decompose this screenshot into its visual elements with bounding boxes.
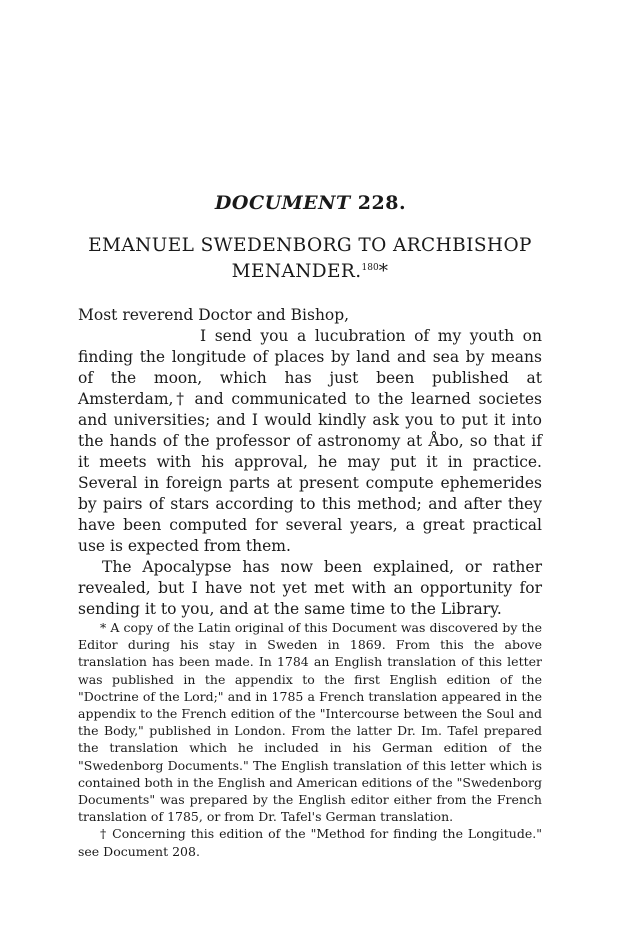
letter-title [60,234,560,283]
document-number: 228. [357,192,407,214]
title-line-2 [60,257,560,283]
title-marker: * [378,261,389,282]
footnotes [78,619,542,860]
title-note-ref: 180 [361,263,379,273]
document-label: DOCUMENT [214,192,351,214]
salutation: Most reverend Doctor and Bishop, [78,306,350,324]
document-heading [0,192,621,214]
letter-paragraph-1: I send you a lucubration of my youth on finding the longitude of places by land and sea by means of the moon, which has just been published at Amsterdam,† and communicated to the learned societes and universities; and I would kindly ask you to put it into the hands of the professor of astronomy at Åbo, so that if it meets with his approval, he may put it in practice. Several in foreign parts at present compute ephemerides by pairs of stars according to this method; and after they have been computed for several years, a great practical use is expected from them. [78,327,542,555]
title-line-1: EMANUEL SWEDENBORG TO ARCHBISHOP [88,235,532,256]
title-recipient: MENANDER. [231,261,362,282]
footnote-dagger: † Concerning this edition of the "Method for finding the Longitude." see Document 208. [78,826,542,859]
letter-paragraph-2: The Apocalypse has now been explained, or rather revealed, but I have not yet met with an opportunity for sending it to you, and at the same time to the Library. [78,558,542,618]
footnote-asterisk: * A copy of the Latin original of this Document was discovered by the Editor during his stay in Sweden in 1869. From this the above translation has been made. In 1784 an English translation of this letter was published in the appendix to the first English edition of the "Doctrine of the Lord;" and in 1785 a French translation appeared in the appendix to the French edition of the "Intercourse between the Soul and the Body," published in London. From the latter Dr. Im. Tafel prepared the translation which he included in his German edition of the "Swedenborg Documents." The English translation of this letter which is contained both in the English and American editions of the "Swedenborg Documents" was prepared by the English editor either from the French translation of 1785, or from Dr. Tafel's German translation. [78,620,542,825]
letter-body [78,305,542,620]
